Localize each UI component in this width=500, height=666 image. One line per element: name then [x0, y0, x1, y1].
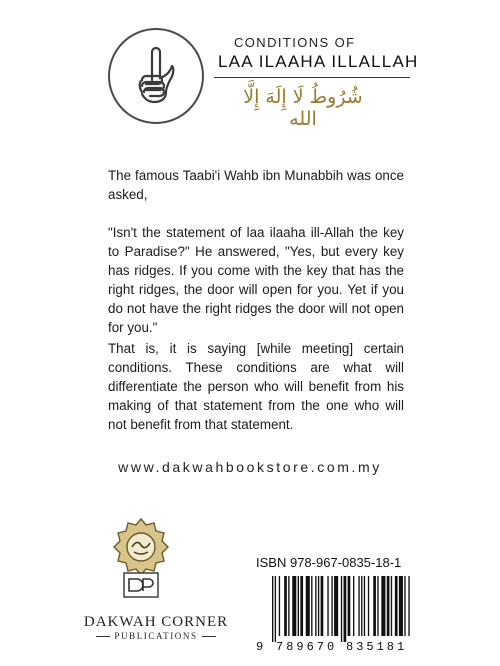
barcode-bar [311, 576, 312, 636]
barcode-bar [391, 576, 392, 636]
barcode-digits-right: 835181 [346, 640, 408, 654]
barcode-bar [404, 576, 405, 636]
barcode-bar [341, 576, 342, 642]
publisher-sub-label: PUBLICATIONS [114, 631, 198, 641]
barcode-bar [298, 576, 299, 636]
barcode-bar [364, 576, 365, 636]
barcode-digits-left: 789670 [276, 640, 338, 654]
barcode-bar [408, 576, 409, 636]
publisher-emblem-icon [112, 517, 170, 599]
paragraph-quote: "Isn't the statement of laa ilaaha ill-Allah the key to Paradise?" He answered, "Yes, but every key has ridges. If you come with the key that has the right ridges, the door will open for you. Yet if you do not have the right ridges the door will not open for you." [108, 225, 404, 335]
barcode-bar [361, 576, 362, 636]
barcode-bar [353, 576, 354, 636]
barcode-bar [399, 576, 403, 636]
barcode-bar [344, 576, 347, 642]
paragraph-explanation: That is, it is saying [while meeting] certain conditions. These conditions are what will differentiate the person who will benefit from his making of that statement from the one who will not benefit from that statement. [108, 341, 404, 432]
barcode-bar [292, 576, 296, 636]
barcode-bar [327, 576, 328, 636]
barcode-bar [387, 576, 390, 636]
barcode-bar [315, 576, 316, 636]
barcode-bar [358, 576, 359, 636]
cover-subtitle: CONDITIONS OF [234, 35, 356, 50]
barcode-bar [321, 576, 324, 636]
barcode-bar [275, 576, 276, 642]
publisher-name: DAKWAH CORNER [83, 614, 229, 630]
barcode-bar [284, 576, 287, 636]
website-url: www.dakwahbookstore.com.my [118, 459, 382, 475]
divider [96, 636, 110, 637]
title-divider [214, 77, 410, 78]
barcode-bar [373, 576, 376, 636]
divider [202, 636, 216, 637]
cover-title: LAA ILAAHA ILLALLAH [218, 52, 419, 71]
barcode-digit-lead: 9 [256, 640, 264, 654]
barcode-bar [300, 576, 303, 636]
isbn-label: ISBN 978-967-0835-18-1 [256, 555, 402, 570]
barcode-bar [331, 576, 332, 636]
logo-circle [108, 28, 204, 124]
arabic-title: شُرُوطُ لَا إِلَهَ إِلَّا الله [243, 86, 363, 130]
raised-finger-icon [128, 44, 184, 108]
barcode-bar [368, 576, 369, 636]
publisher-subtitle [80, 631, 232, 641]
barcode-bar [377, 576, 378, 636]
barcode-bar [306, 576, 310, 636]
paragraph-intro: The famous Taabi'i Wahb ibn Munabbih was once asked, [108, 168, 404, 202]
barcode-bar [348, 576, 351, 636]
barcode-bar [272, 576, 273, 642]
barcode-bar [334, 576, 338, 636]
barcode-bar [288, 576, 289, 636]
barcode-bar [318, 576, 319, 636]
barcode-bar [381, 576, 385, 636]
barcode-bar [279, 576, 280, 636]
barcode-bar [395, 576, 398, 636]
